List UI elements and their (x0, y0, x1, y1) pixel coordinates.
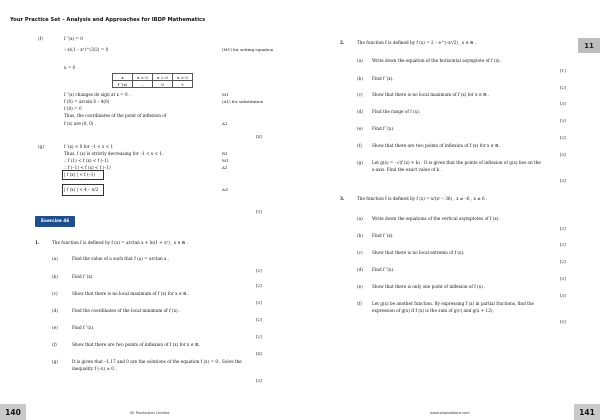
q1-part-label: (a) (52, 256, 58, 261)
q3-stem: The function f is defined by f (x) = x/(x² – 36) , x ≠ –6 , x ≠ 6 . (357, 196, 488, 201)
sign-cell: x > 0 (173, 74, 193, 81)
q1-part-label: (g) (52, 359, 58, 364)
chapter-tab: 11 (578, 38, 600, 53)
q2-part-text: Find f ′(x). (372, 76, 394, 81)
q1-part-label: (f) (52, 342, 57, 347)
q3-part-text: Show that there is no local extrema of f (x). (372, 250, 465, 255)
q1-part-text: It is given that –1.17 and 0 are the solutions of the equation f (x) = 0 . Solve the (72, 359, 242, 364)
f-line-5: f (0) = arcsin 0 – 4(0) (64, 99, 110, 104)
q1-part-text: Find f ″(x). (72, 325, 95, 330)
g-mark-4: AG (222, 187, 229, 192)
q1-part-label: (b) (52, 274, 58, 279)
q3-part-label: (f) (357, 301, 362, 306)
q1-part-text: Show that there is no local maximum of f (x) for x ∈ ℝ . (72, 291, 190, 296)
q2-stem: The function f is defined by f (x) = 2 – e^(–x²/2) , x ∈ ℝ . (357, 40, 477, 45)
q3-number: 3. (340, 196, 345, 201)
f-mark-4: A1 (222, 121, 228, 126)
q2-part-text: Show that there is no local maximum of f (x) for x ∈ ℝ . (372, 92, 490, 97)
q1-part-mark: [2] (256, 317, 262, 322)
q1-part-mark: [3] (256, 300, 262, 305)
q1-part-text-2: inequality f (–x) ≥ 0 . (72, 366, 117, 371)
f-mark-3: (A1) for substitution (222, 99, 264, 104)
q2-part-text: Find the range of f (x). (372, 109, 421, 114)
q1-part-label: (d) (52, 308, 58, 313)
highlight-box (62, 170, 104, 180)
g-line-1: f ′(x) < 0 for –1 < x < 1 (64, 144, 114, 149)
q2-part-mark: [2] (560, 85, 566, 90)
g-total: [3] (256, 209, 262, 214)
q2-part-mark: [1] (560, 68, 566, 73)
q2-part-label: (f) (357, 143, 362, 148)
f-mark-1: (M1) for setting equation (222, 47, 274, 52)
q3-part-text: Write down the equations of the vertical asymptotes of f (x). (372, 216, 500, 221)
page-number-left: 140 (0, 404, 26, 420)
sign-cell: x (113, 74, 133, 81)
q1-part-text: Find the value of a such that f (a) = arctan a . (72, 256, 170, 261)
sign-cell: 0 (153, 81, 173, 88)
publisher-credit: SE Production Limited (130, 411, 170, 415)
q2-part-mark: [3] (560, 118, 566, 123)
g-mark-3: A1 (222, 165, 228, 170)
q3-part-text: Find f ″(x). (372, 267, 395, 272)
q3-part-label: (d) (357, 267, 363, 272)
sign-table (112, 73, 193, 88)
g-line-2: Thus, f (x) is strictly decreasing for –1 < x < 1. (64, 151, 164, 156)
q1-part-label: (e) (52, 325, 58, 330)
part-g-label: (g) (38, 144, 44, 149)
running-header: Your Practice Set – Analysis and Approaches for IBDP Mathematics (10, 17, 206, 23)
sign-cell: + (173, 81, 193, 88)
q2-part-label: (a) (357, 58, 363, 63)
q2-part-text: Find f ″(x). (372, 126, 395, 131)
q3-part-text: Find f ′(x). (372, 233, 394, 238)
q2-part-label: (c) (357, 92, 363, 97)
q3-part-mark: [2] (560, 242, 566, 247)
g-mark-2: M1 (222, 158, 229, 163)
q3-part-mark: [3] (560, 276, 566, 281)
q3-part-label: (c) (357, 250, 363, 255)
g-mark-1: R1 (222, 151, 228, 156)
q3-part-mark: [2] (560, 259, 566, 264)
part-f-label: (f) (38, 36, 43, 41)
f-line-8: f (x) are (0, 0) . (64, 121, 97, 126)
q1-stem: The function f is defined by f (x) = arctan x + ln(1 + x²) , x ∈ ℝ . (52, 240, 189, 245)
q2-part-mark: [2] (560, 135, 566, 140)
f-total: [4] (256, 134, 262, 139)
sign-cell: x = 0 (153, 74, 173, 81)
g-line-5: | f (x) | < f (–1) (64, 172, 96, 177)
f-line-4: f ″(x) changes its sign at x = 0 . (64, 92, 131, 97)
f-line-3: x = 0 (64, 65, 76, 70)
sign-cell: – (133, 81, 153, 88)
f-line-2: – x/(1 – x²)^(3/2) = 0 (64, 47, 109, 52)
sign-cell: x < 0 (133, 74, 153, 81)
q1-part-text: Show that there are two points of inflexion of f (x) for x ∈ ℝ. (72, 342, 200, 347)
q2-part-label: (g) (357, 160, 363, 165)
q2-part-label: (b) (357, 76, 363, 81)
q3-part-mark: [2] (560, 226, 566, 231)
q3-part-text-2: expression of g(x) if f (x) is the sum of g(c) and g(x + 12). (372, 308, 494, 313)
q3-part-label: (b) (357, 233, 363, 238)
q3-part-text: Let g(x) be another function. By expressing f (x) in partial fractions, find the (372, 301, 534, 306)
q3-part-label: (e) (357, 284, 363, 289)
q1-part-text: Find the coordinates of the local minimum of f (x) . (72, 308, 181, 313)
f-line-6: f (0) = 0 (64, 106, 82, 111)
q2-part-text: Show that there are two points of inflexion of f (x) for x ∈ ℝ. (372, 143, 500, 148)
exercise-badge: Exercise 46 (35, 216, 75, 227)
g-line-6: | f (x) | < 4 – π/2 (64, 187, 99, 192)
publisher-website: www.seprodstore.com (430, 411, 470, 415)
q2-part-text-2: x-axis. Find the exact value of k . (372, 167, 442, 172)
q3-part-text: Show that there is only one point of inflexion of f (x) . (372, 284, 486, 289)
q2-part-label: (e) (357, 126, 363, 131)
f-mark-2: M1 (222, 92, 229, 97)
q1-part-text: Find f ′(x). (72, 274, 94, 279)
q3-part-mark: [3] (560, 293, 566, 298)
q1-part-mark: [2] (256, 268, 262, 273)
q1-number: 1. (35, 240, 40, 245)
q1-part-mark: [2] (256, 283, 262, 288)
q2-part-mark: [3] (560, 101, 566, 106)
q2-part-label: (d) (357, 109, 363, 114)
q2-part-mark: [3] (560, 152, 566, 157)
q1-part-mark: [3] (256, 378, 262, 383)
g-line-3: ∴ f (1) < f (x) < f (–1) (64, 158, 109, 163)
f-line-1: f ″(x) = 0 (64, 36, 83, 41)
q1-part-mark: [4] (256, 351, 262, 356)
g-line-4: ∴ f (–1) < f (x) < f (–1) (64, 165, 111, 170)
f-line-7: Thus, the coordinates of the point of inflexion of (64, 113, 167, 118)
highlight-box (62, 184, 104, 196)
q2-part-text: Let g(x) = –√(f (x) + k) . It is given that the points of inflexion of g(x) lies on the (372, 160, 541, 165)
q2-number: 2. (340, 40, 345, 45)
q3-part-label: (a) (357, 216, 363, 221)
q2-part-mark: [3] (560, 178, 566, 183)
page-number-right: 141 (574, 404, 600, 420)
q3-part-mark: [5] (560, 319, 566, 324)
q2-part-text: Write down the equation of the horizontal asymptote of f (x). (372, 58, 501, 63)
q1-part-label: (c) (52, 291, 58, 296)
sign-cell: f ″(x) (113, 81, 133, 88)
q1-part-mark: [2] (256, 334, 262, 339)
